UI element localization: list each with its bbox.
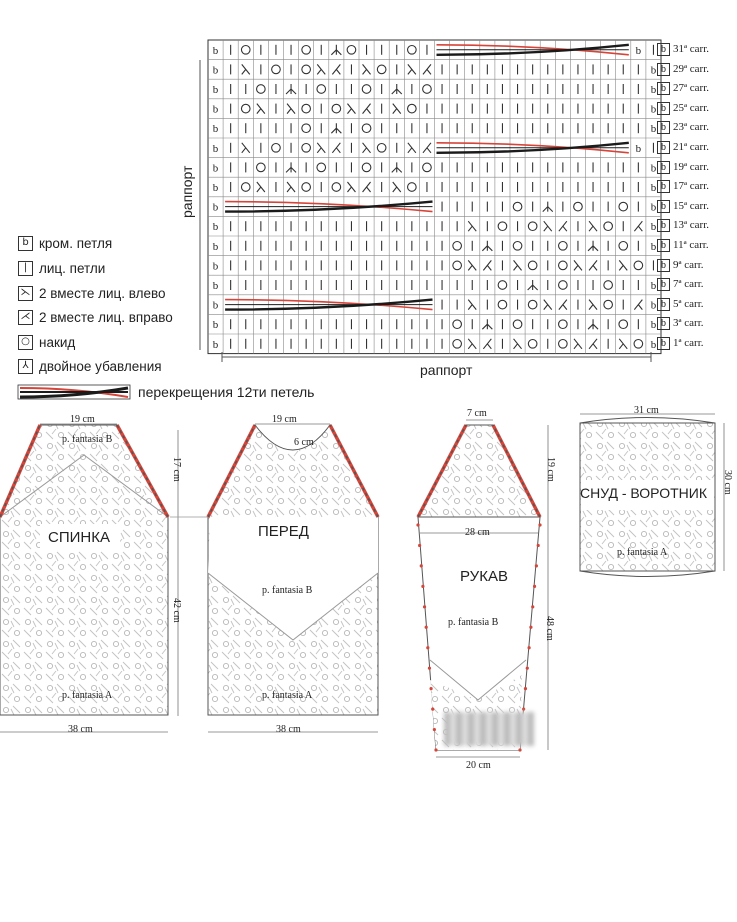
legend-text: 2 вместе лиц. влево [39, 285, 166, 301]
sleeve-cap-outline [418, 425, 540, 517]
row-label [657, 200, 709, 213]
row-label-text: 13ª carr. [673, 219, 710, 232]
increase-mark-icon [527, 646, 530, 649]
edge-stitch-icon: b [635, 44, 642, 57]
double-decrease-icon: ⅄ [18, 359, 33, 374]
increase-mark-icon [420, 564, 423, 567]
back-fantasia-a: p. fantasia A [62, 690, 113, 701]
front-fantasia-a: p. fantasia A [262, 690, 313, 701]
legend-text: лиц. петли [39, 260, 106, 276]
edge-stitch-icon: b [657, 259, 670, 272]
row-label [657, 43, 709, 56]
row-label [657, 63, 709, 76]
row-label [657, 121, 709, 134]
increase-mark-icon [524, 687, 527, 690]
stitch-chart-grid [18, 40, 661, 399]
legend-text: 2 вместе лиц. вправо [39, 309, 173, 325]
snood-width: 31 cm [634, 405, 659, 416]
legend-text: кром. петля [39, 235, 113, 251]
increase-mark-icon [529, 626, 532, 629]
front-neck-depth: 6 cm [294, 437, 314, 448]
row-label [657, 82, 709, 95]
row-label-text: 31ª carr. [673, 43, 710, 55]
row-label-text: 21ª carr. [673, 141, 710, 153]
legend-knit [18, 259, 105, 277]
sleeve-raglan-height: 19 cm [545, 457, 556, 482]
edge-stitch-icon: b [212, 299, 219, 312]
back-title: СПИНКА [48, 529, 110, 546]
back-top-width: 19 cm [70, 414, 95, 425]
sleeve-upper-width: 28 cm [465, 527, 490, 538]
row-label-text: 9ª carr. [673, 258, 704, 271]
row-label [657, 141, 709, 154]
edge-stitch-icon: b [212, 64, 219, 77]
knit-stitch-icon: | [18, 261, 33, 276]
edge-stitch-icon: b [212, 162, 219, 175]
edge-stitch-icon: b [212, 123, 219, 136]
legend-text: накид [39, 334, 76, 350]
snood-bottom-curve [580, 571, 715, 577]
increase-mark-icon [538, 523, 541, 526]
edge-stitch-icon: b [212, 221, 219, 234]
edge-stitch-icon: b [212, 280, 219, 292]
increase-mark-icon [421, 585, 424, 588]
watermark-blur [444, 712, 534, 746]
legend-double-decrease [18, 357, 162, 375]
row-label [657, 298, 704, 311]
edge-stitch-icon: b [657, 161, 670, 174]
yarn-over-icon: ○ [18, 335, 33, 350]
edge-stitch-icon: b [657, 298, 670, 311]
increase-mark-icon [535, 564, 538, 567]
edge-stitch-icon: b [212, 44, 219, 57]
snood-height: 30 cm [722, 470, 733, 495]
front-title: ПЕРЕД [258, 523, 309, 540]
edge-stitch-icon: b [212, 338, 219, 351]
edge-stitch-icon: b [650, 201, 657, 214]
increase-mark-icon [431, 707, 434, 710]
edge-stitch-icon: b [650, 162, 657, 175]
edge-stitch-icon: b [650, 299, 657, 312]
edge-stitch-icon: b [650, 123, 657, 136]
snood-top-curve [580, 418, 715, 424]
edge-stitch-icon: b [212, 240, 219, 253]
row-label-text: 25ª carr. [673, 101, 710, 114]
row-label-text: 29ª carr. [673, 62, 710, 75]
edge-stitch-icon: b [650, 103, 657, 116]
edge-stitch-icon: b [657, 219, 670, 232]
increase-mark-icon [434, 748, 437, 751]
edge-stitch-icon: b [657, 43, 670, 56]
edge-stitch-icon: b [657, 141, 670, 154]
row-label [657, 161, 709, 174]
legend-k2tog-left [18, 284, 166, 302]
front-width: 38 cm [276, 724, 301, 735]
increase-mark-icon [433, 728, 436, 731]
increase-mark-icon [533, 585, 536, 588]
row-label-text: 19ª carr. [673, 160, 710, 173]
repeat-label-bottom: раппорт [420, 362, 473, 378]
edge-stitch-icon: b [657, 239, 670, 252]
increase-mark-icon [416, 523, 419, 526]
increase-mark-icon [518, 748, 521, 751]
row-label-text: 17ª carr. [673, 180, 710, 193]
sleeve-fantasia-b: p. fantasia B [448, 617, 499, 628]
back-fantasia-b: p. fantasia B [62, 434, 113, 445]
increase-mark-icon [425, 626, 428, 629]
edge-stitch-icon: b [657, 180, 670, 193]
increase-mark-icon [537, 544, 540, 547]
row-label [657, 180, 709, 193]
edge-stitch-icon: b [212, 103, 219, 116]
back-yoke-height: 17 cm [171, 457, 182, 482]
edge-stitch-icon: b [650, 84, 657, 96]
edge-stitch-icon: b [650, 221, 657, 234]
row-label [657, 278, 704, 291]
edge-stitch-icon: b [657, 63, 670, 76]
edge-stitch-icon: b [650, 280, 657, 292]
edge-stitch-icon: b [212, 260, 219, 273]
snood-fantasia-a: p. fantasia A [617, 547, 668, 558]
edge-stitch-icon: b [657, 337, 670, 350]
edge-stitch-icon: b [650, 319, 657, 332]
increase-mark-icon [428, 667, 431, 670]
edge-stitch-icon: b [650, 182, 657, 194]
back-body-height: 42 cm [171, 598, 182, 623]
increase-mark-icon [526, 667, 529, 670]
row-label-text: 15ª carr. [673, 199, 710, 212]
edge-stitch-icon: b [18, 236, 33, 251]
row-label [657, 337, 704, 350]
edge-stitch-icon: b [212, 84, 219, 96]
row-label-text: 1ª carr. [673, 337, 704, 349]
legend-text: двойное убавления [39, 358, 162, 374]
increase-mark-icon [531, 605, 534, 608]
increase-mark-icon [522, 707, 525, 710]
k2tog-left-icon: ⋋ [18, 286, 33, 301]
edge-stitch-icon: b [650, 64, 657, 77]
row-label-text: 7ª carr. [673, 278, 704, 291]
increase-mark-icon [429, 687, 432, 690]
legend-k2tog-right [18, 308, 173, 326]
garment-schematics [0, 414, 724, 757]
row-label-text: 11ª carr. [673, 239, 709, 251]
front-fantasia-b: p. fantasia B [262, 585, 313, 596]
row-label [657, 259, 704, 272]
k2tog-right-icon: ⋌ [18, 310, 33, 325]
row-label [657, 239, 709, 252]
edge-stitch-icon: b [635, 142, 642, 155]
front-top-width: 19 cm [272, 414, 297, 425]
sleeve-length: 48 cm [544, 616, 555, 641]
edge-stitch-icon: b [657, 278, 670, 291]
edge-stitch-icon: b [657, 82, 670, 95]
sleeve-top-width: 7 cm [467, 408, 487, 419]
legend-edge-stitch [18, 234, 112, 252]
edge-stitch-icon: b [212, 182, 219, 194]
edge-stitch-icon: b [657, 102, 670, 115]
edge-stitch-icon: b [212, 319, 219, 332]
back-width: 38 cm [68, 724, 93, 735]
row-label [657, 219, 709, 232]
snood-title: СНУД - ВОРОТНИК [580, 485, 707, 501]
legend-yarn-over [18, 333, 75, 351]
increase-mark-icon [423, 605, 426, 608]
legend-cable-text: перекрещения 12ти петель [138, 384, 315, 400]
edge-stitch-icon: b [212, 142, 219, 155]
increase-mark-icon [418, 544, 421, 547]
row-label-text: 5ª carr. [673, 297, 704, 310]
edge-stitch-icon: b [650, 338, 657, 351]
sleeve-title: РУКАВ [460, 568, 508, 585]
edge-stitch-icon: b [657, 200, 670, 213]
row-label-text: 27ª carr. [673, 82, 710, 95]
increase-mark-icon [426, 646, 429, 649]
row-label-text: 3ª carr. [673, 317, 704, 330]
row-label-text: 23ª carr. [673, 121, 710, 134]
cable-legend-icon [18, 385, 130, 399]
edge-stitch-icon: b [212, 201, 219, 214]
row-label [657, 317, 704, 330]
row-label [657, 102, 709, 115]
repeat-label-vertical: раппорт [179, 165, 195, 218]
edge-stitch-icon: b [657, 317, 670, 330]
sleeve-cuff-width: 20 cm [466, 760, 491, 771]
edge-stitch-icon: b [650, 240, 657, 253]
edge-stitch-icon: b [657, 121, 670, 134]
